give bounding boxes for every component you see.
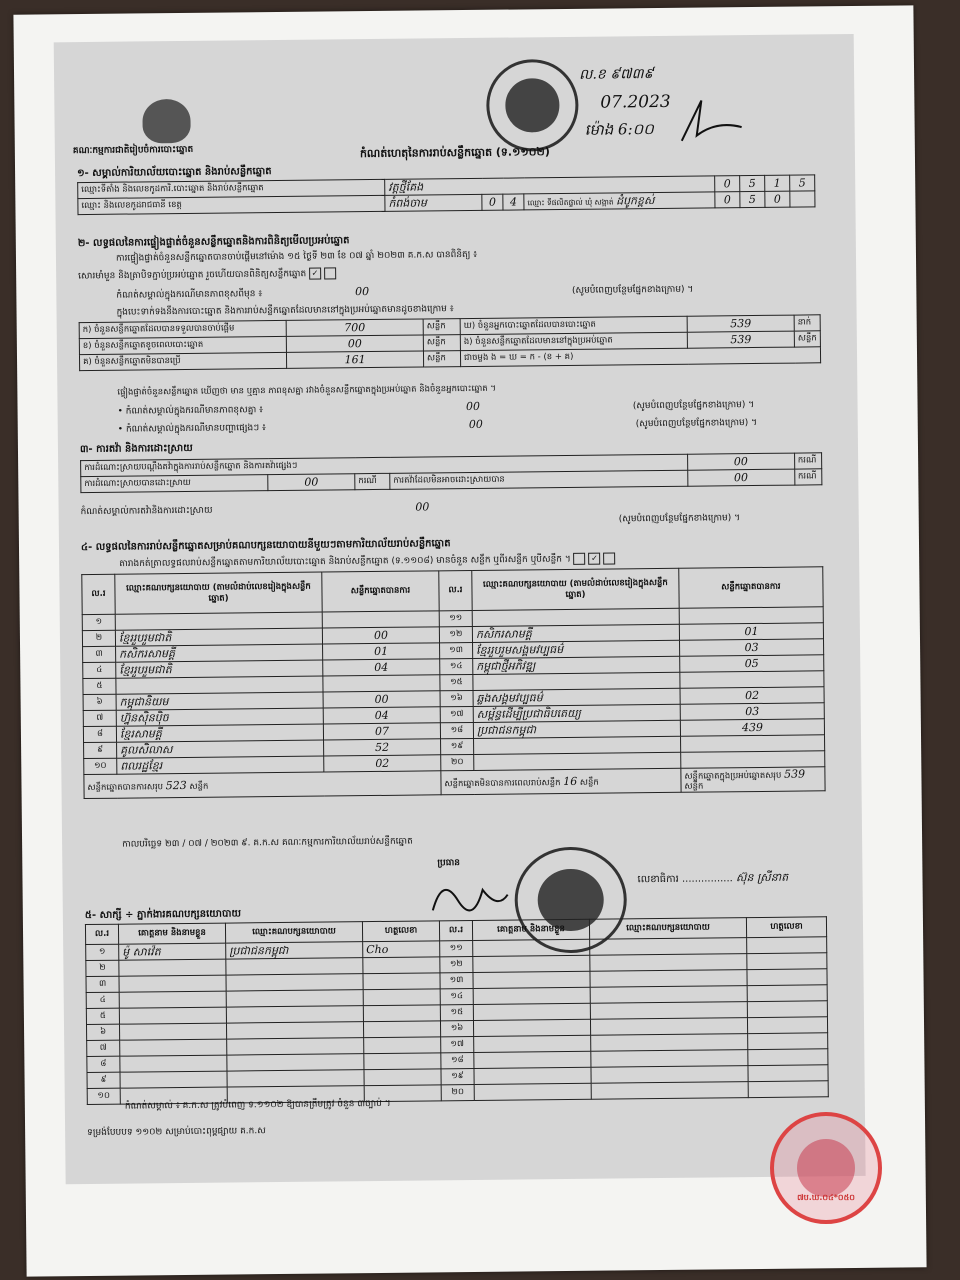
resolved-label: ការដំណោះស្រាយបានដោះស្រាយ [81,475,268,493]
witness-signature [363,1021,440,1038]
organization-name: គណៈកម្មការជាតិរៀបចំការបោះឆ្នោត [72,144,194,157]
col-no-header: ល.រ [85,924,118,944]
complaints-table [80,452,822,493]
location-label: ឈ្មោះទីតាំង និងលេខកូដការិ.បោះឆ្នោត និងរាប់សន្លឹកឆ្នោត [78,179,385,198]
row-number: ៤ [83,662,116,678]
formula-text: ជាចម្លង ង = ឃ = ក - (ខ + គ) [460,347,820,367]
row-number: ១៩ [441,1068,474,1084]
complaints-note-label: កំណត់សម្គាល់ការតវ៉ានិងការដោះស្រាយ [80,505,213,518]
unit-label: សន្លឹក [423,335,460,351]
resolved-value: 00 [268,474,355,491]
row-number: ២ [86,960,119,976]
note-1-label: • កំណត់សម្គាល់ក្នុងករណីមានភាពខុសគ្នា ៖ [117,405,264,417]
party-votes [679,607,823,625]
party-name: ពលរដ្ឋខ្មែរ [117,756,324,774]
col-id-header: គោត្តនាម និងនាមខ្លួន [118,923,225,944]
valid-total-label: សន្លឹកឆ្នោតបានការសរុប [87,782,164,794]
province-code-digit: 0 [482,194,503,210]
commune-code-digit: 0 [715,192,740,208]
witness-party: ប្រជាជនកម្ពុជា [226,942,363,959]
witness-name [119,975,226,992]
box-check-text: សោរមាំមួន និងត្រាបិទភ្ជាប់ប្រអប់ឆ្នោត រួចហើយបានពិនិត្យសន្លឹកឆ្នោត [78,269,307,282]
party-name: ខ្មែររួបរួមសង្គមវប្បធម៌ [473,640,680,658]
received-time: ម៉ោង 6:០០ [584,120,654,139]
col-sign-header: ហត្ថលេខា [746,917,826,938]
col-votes-header: សន្លឹកឆ្នោតបានការ [322,571,439,612]
witness-signature [364,1053,441,1070]
valid-total-value: 523 [165,779,187,793]
col-party-header: ឈ្មោះគណបក្សនយោបាយ (តាមលំដាប់លេខរៀងក្នុងសន្លឹកឆ្នោត) [472,568,679,610]
voters-label: ឃ) ចំនួនអ្នកបោះឆ្នោតដែលបានបោះឆ្នោត [460,316,687,334]
section-1-heading: ១- សម្គាល់ការិយាល័យបោះឆ្នោត និងរាប់សន្លឹកឆ្នោត [77,166,272,180]
witness-party [591,1066,748,1084]
ballots-in-box-label: ង) ចំនួនសន្លឹកឆ្នោតដែលមាននៅក្នុងប្រអប់ឆ្នោត [460,332,687,350]
col-id-header: គោត្តនាម និងនាមខ្លួន [472,919,589,940]
row-number: ១៣ [440,972,473,988]
section-5-heading: ៥- សាក្សី ÷ ភ្នាក់ងារគណបក្សនយោបាយ [84,908,242,922]
row-number: ៨ [87,1056,120,1072]
party-votes [681,735,825,753]
footnote: កំណត់សម្គាល់ ៖ គ.ក.ស ត្រូវបំពេញ ទ.១១០២ ឱ្យបានត្រឹមត្រូវ ចំនួន ៣ច្បាប់ ។ [124,1098,391,1112]
party-votes: 02 [324,755,441,772]
case-label: ករណី [355,473,390,489]
party-name: កសិករសាមគ្គី [116,644,323,662]
section-4-intro: តារាងកត់ត្រាលទ្ធផលរាប់សន្លឹកឆ្នោតតាមការិយាល័យបោះឆ្នោត និងរាប់សន្លឹកឆ្នោត (ទ.១១០៨) មានចំនួន សន្លឹក ឬពីរសន្លឹក ឬបីសន្លឹក ។ [119,554,571,570]
receiver-signature-icon [676,95,747,146]
party-name: កសិករសាមគ្គី [472,624,679,642]
party-votes: 03 [680,639,824,657]
code-digit: 0 [715,176,740,192]
row-number: ១៧ [441,1036,474,1052]
witness-name [120,1071,227,1088]
red-seal-text: ៧ប.ឃ.០៤*០៥០ [797,1193,855,1202]
witness-signature [747,969,827,986]
checkbox-icon: ✓ [588,553,600,565]
row-number: ២០ [441,754,474,770]
row-number: ១៧ [440,706,473,722]
case-label: ករណី [794,453,821,469]
code-digit: 1 [765,175,790,191]
box-total-value: 539 [784,767,806,781]
witness-party [227,1054,364,1071]
party-votes: 00 [322,627,439,644]
secretary-name: ស៊ុន ស្រីនាត [735,870,789,885]
witness-party [227,1038,364,1055]
party-votes [323,675,440,692]
witness-signature [748,1033,828,1050]
witness-name [474,1035,591,1052]
box-total-cell [681,767,825,793]
witness-party [226,958,363,975]
voters-value: 539 [687,315,794,332]
commune-code-digit: 0 [765,191,790,207]
col-no-header: ល.រ [82,574,115,614]
witness-name: ម៉ូ សាវ៉េត [119,943,226,960]
witness-name [120,1055,227,1072]
spoiled-ballots-label: ខ) ចំនួនសន្លឹកឆ្នោតខូចពេលបោះឆ្នោត [79,336,286,354]
witness-party [590,986,747,1004]
party-votes [681,751,825,769]
party-name: សម្ព័ន្ធដើម្បីប្រជាធិបតេយ្យ [473,704,680,722]
witness-party [227,1070,364,1087]
complaints-value: 00 [687,453,794,470]
row-number: ១ [86,944,119,960]
unused-ballots-value: 161 [286,351,423,368]
ballot-table-intro: ក្នុងបេះទាក់ទងនឹងការបោះឆ្នោត និងការរាប់សន្លឹកឆ្នោតដែលមាននៅក្នុងប្រអប់ឆ្នោតមានដូចខាងក្រោម ៖ [116,304,454,318]
row-number: ១១ [439,610,472,626]
witness-name [473,971,590,988]
witness-party [590,970,747,988]
party-votes: 02 [680,687,824,705]
witness-signature [364,1037,441,1054]
row-number: ៩ [84,742,117,758]
counting-start-line: ការផ្ទៀងផ្ទាត់ចំនួនសន្លឹកឆ្នោតបានចាប់ផ្តើមនៅម៉ោង ១៥ ថ្ងៃទី ២៣ ខែ ០៧ ឆ្នាំ ២០២៣ គ.ក.ស បានពិនិត្យ ៖ [115,249,478,264]
checkbox-icon [603,552,615,564]
official-seal-icon [486,59,579,152]
chair-signature-icon [422,870,513,923]
checkbox-icon: ✓ [309,268,321,280]
witness-name [473,1019,590,1036]
unit-label: សន្លឹក [579,777,599,788]
row-number: ៧ [83,710,116,726]
row-number: ២០ [441,1084,474,1100]
province-value: កំពង់ចាម [385,194,482,211]
witness-name [474,1051,591,1068]
witness-name [119,959,226,976]
witness-signature [364,1069,441,1086]
witness-signature [747,1001,827,1018]
row-number: ១៥ [440,674,473,690]
party-votes [322,611,439,628]
party-votes [680,671,824,689]
row-number: ១៤ [440,988,473,1004]
row-number: ៣ [86,976,119,992]
unused-ballots-label: គ) ចំនួនសន្លឹកឆ្នោតមិនបានប្រើ [79,352,286,370]
row-number: ៩ [87,1072,120,1088]
row-number: ៥ [86,1008,119,1024]
witness-signature: Cho [363,941,440,958]
party-votes: 52 [324,739,441,756]
row-number: ១៩ [441,738,474,754]
section-3-heading: ៣- ការតវ៉ា និងការដោះស្រាយ [79,442,193,456]
complaints-note-end: (សូមបំពេញបន្ថែមផ្នែកខាងក្រោម) ។ [618,513,741,525]
col-sign-header: ហត្ថលេខា [362,921,439,942]
ballots-in-box-unit: សន្លឹក [794,331,820,347]
party-votes: 05 [680,655,824,673]
row-number: ៧ [87,1040,120,1056]
witness-signature [363,989,440,1006]
party-votes: 439 [680,719,824,737]
row-number: ១២ [439,626,472,642]
witness-signature [747,953,827,970]
party-votes: 04 [323,659,440,676]
unresolved-value: 00 [687,469,794,486]
party-votes: 01 [679,623,823,641]
witness-party [591,1050,748,1068]
complaints-note-value: 00 [415,500,430,514]
row-number: ១៣ [440,642,473,658]
row-number: ១៤ [440,658,473,674]
col-party-header: ឈ្មោះគណបក្សនយោបាយ [225,922,362,943]
row-number: ៦ [83,694,116,710]
received-date: 07.2023 [600,91,671,113]
valid-total-cell [84,771,441,799]
secretary-line: លេខាធិការ ................ ស៊ុន ស្រីនាត [637,870,789,886]
nec-logo-icon [142,99,190,144]
code-digit: 5 [790,175,815,191]
row-number: ១១ [440,940,473,956]
note-2-value: 00 [468,417,483,431]
witness-signature [747,985,827,1002]
section-4-heading: ៤- លទ្ធផលនៃការរាប់សន្លឹកឆ្នោតសម្រាប់គណបក្សនយោបាយនីមួយៗតាមការិយាល័យរាប់សន្លឹកឆ្នោត [80,538,451,554]
row-number: ១៨ [440,722,473,738]
difference-check-line [117,380,837,398]
col-no-header: ល.រ [439,570,472,610]
witness-signature [363,957,440,974]
unit-label: សន្លឹក [684,781,704,792]
box-total-label: សន្លឹកឆ្នោតក្នុងប្រអប់ឆ្នោតសរុប [684,770,782,782]
witness-party [226,974,363,991]
form-note: ទម្រង់បែបបទ ១១០២ សម្រាប់បោះពុម្ពផ្សាយ គ.ក.ស [87,1126,266,1139]
witness-signature [363,973,440,990]
party-name: ឆ្លងសង្គមវប្បធម៌ [473,688,680,706]
witness-party [590,1002,747,1020]
checkbox-icon [324,267,336,279]
ballots-received-value: 700 [286,319,423,336]
red-seal-icon [770,1112,882,1224]
row-number: ៨ [83,726,116,742]
commune-code-digit: 5 [740,191,765,207]
row-number: ១២ [440,956,473,972]
note-line-2 [118,414,838,435]
invalid-total-cell [441,768,681,795]
section-1-table [77,174,815,215]
witness-name [120,1039,227,1056]
checkbox-icon [574,553,586,565]
registration-number: ល.ខ ៩៧៣៩ [578,66,654,83]
row-number: ៦ [86,1024,119,1040]
invalid-total-label: សន្លឹកឆ្នោតមិនបានការពេលរាប់សន្លឹក [444,778,561,790]
ballot-count-table [79,314,821,371]
party-votes: 00 [323,691,440,708]
location-value: វត្តថ្មីគែង [385,176,715,195]
province-code-digit: 4 [503,194,524,210]
witness-party [591,1034,748,1052]
witness-signature [747,1017,827,1034]
row-number: ៤ [86,992,119,1008]
signing-date-line: កាលបរិច្ឆេទ ២៣ / ០៧ / ២០២៣ ៩. គ.ក.ស គណៈកម្មការការិយាល័យរាប់សន្លឹកឆ្នោត [122,836,413,850]
commune-value: ដំបូកខ្ពស់ [615,193,655,208]
party-votes: 04 [323,707,440,724]
witness-party [590,938,747,956]
witness-name [119,1023,226,1040]
code-digit: 5 [740,175,765,191]
witness-signature [748,1065,828,1082]
row-number: ១៨ [441,1052,474,1068]
party-name: គូលសិលាស [117,740,324,758]
witness-signature [747,937,827,954]
witness-name [473,1003,590,1020]
complaints-label: ការដំណោះស្រាយបណ្តឹងតវ៉ាក្នុងការរាប់សន្លឹកឆ្នោត និងការតវ៉ាផ្សេងៗ [81,454,688,476]
witness-party [590,954,747,972]
difference-note-value: 00 [355,285,370,299]
col-party-header: ឈ្មោះគណបក្សនយោបាយ (តាមលំដាប់លេខរៀងក្នុងសន្លឹកឆ្នោត) [115,572,322,614]
unit-label: សន្លឹក [423,351,460,367]
fill-instruction: (សូមបំពេញបន្ថែមផ្នែកខាងក្រោម) ។ [632,400,755,412]
section-2-heading: ២- លទ្ធផលនៃការផ្ទៀងផ្ទាត់ចំនួនសន្លឹកឆ្នោតនិងការពិនិត្យមើលប្រអប់ឆ្នោត [77,235,350,250]
witness-name [473,939,590,956]
province-label: ឈ្មោះ និងលេខកូដរាជធានី ខេត្ត [78,195,385,214]
document-page [54,34,866,1184]
ballots-received-label: ក) ចំនួនសន្លឹកឆ្នោតដែលបានទទួលបានចាប់ផ្តើម [79,320,286,338]
col-votes-header: សន្លឹកឆ្នោតបានការ [679,567,823,609]
party-votes: 01 [323,643,440,660]
witness-party [226,1022,363,1039]
unit-label: សន្លឹក [423,319,460,335]
row-number: ១៦ [440,690,473,706]
chair-label: ប្រធាន [437,858,461,869]
witness-name [119,1007,226,1024]
voters-unit: នាក់ [794,315,820,331]
witness-name [119,991,226,1008]
note-1-value: 00 [465,399,481,414]
witness-table [85,916,829,1105]
col-no-header: ល.រ [439,920,472,940]
form-title: កំណត់ហេតុនៃការរាប់សន្លឹកឆ្នោត (ទ.១១០២) [359,145,550,161]
difference-check-text: ផ្ទៀងផ្ទាត់ចំនួនសន្លឹកឆ្នោត ឃើញថា មាន ឬគ្មាន ភាពខុសគ្នា រវាងចំនួនសន្លឹកឆ្នោតក្នុងប្រអប់ឆ្នោត និងចំនួនអ្នកបោះឆ្នោត ។ [117,383,497,398]
commune-label: ឈ្មោះ ទីផលិតផ្ទាល់ ឃុំ សង្កាត់ [527,197,614,208]
case-label: ករណី [794,469,821,485]
witness-name [474,1067,591,1084]
party-votes: 07 [323,723,440,740]
col-party-header: ឈ្មោះគណបក្សនយោបាយ [589,918,746,940]
fill-instruction: (សូមបំពេញបន្ថែមផ្នែកខាងក្រោម) ។ [635,417,758,430]
difference-note-line [116,280,816,301]
party-name: ហ្វ៊ុនស៊ិនប៉ិច [116,708,323,726]
row-number: ១០ [84,758,117,774]
secretary-label: លេខាធិការ [637,873,679,886]
witness-signature [363,1005,440,1022]
witness-name [473,987,590,1004]
fill-instruction: (សូមបំពេញបន្ថែមផ្នែកខាងក្រោម) ។ [571,284,694,296]
invalid-total-value: 16 [563,774,578,789]
party-name: កម្ពុជានិយម [116,692,323,710]
paper-sheet [13,5,926,1276]
unit-label: សន្លឹក [189,781,209,793]
party-name: ខ្មែររួបរួមជាតិ [115,628,322,646]
row-number: ៣ [83,646,116,662]
row-number: ១ [82,614,115,630]
witness-party [590,1018,747,1036]
party-name: ខ្មែរសាមគ្គី [116,724,323,742]
party-name: ខ្មែររួបរួមជាតិ [116,660,323,678]
party-name: ប្រជាជនកម្ពុជា [473,720,680,738]
witness-party [226,990,363,1007]
witness-party [226,1006,363,1023]
ballots-in-box-value: 539 [687,331,794,348]
row-number: ១៦ [440,1020,473,1036]
note-2-label: • កំណត់សម្គាល់ក្នុងករណីមានបញ្ហាផ្សេងៗ ៖ [117,423,267,435]
spoiled-ballots-value: 00 [286,335,423,352]
box-check-line [78,262,818,282]
difference-note-label: កំណត់សម្គាល់ក្នុងករណីមានភាពខុសពីមុន ៖ [116,289,263,301]
party-name: កម្ពុជាថ្មីអភិវឌ្ឍ [473,656,680,674]
witness-signature [748,1049,828,1066]
witness-name [473,955,590,972]
row-number: ២ [82,630,115,646]
unresolved-label: ការតវ៉ាដែលមិនអាចដោះស្រាយបាន [390,470,688,489]
row-number: ១៥ [440,1004,473,1020]
row-number: ៥ [83,678,116,694]
party-votes: 03 [680,703,824,721]
row-number: ១០ [87,1088,120,1104]
party-results-table [81,566,825,799]
